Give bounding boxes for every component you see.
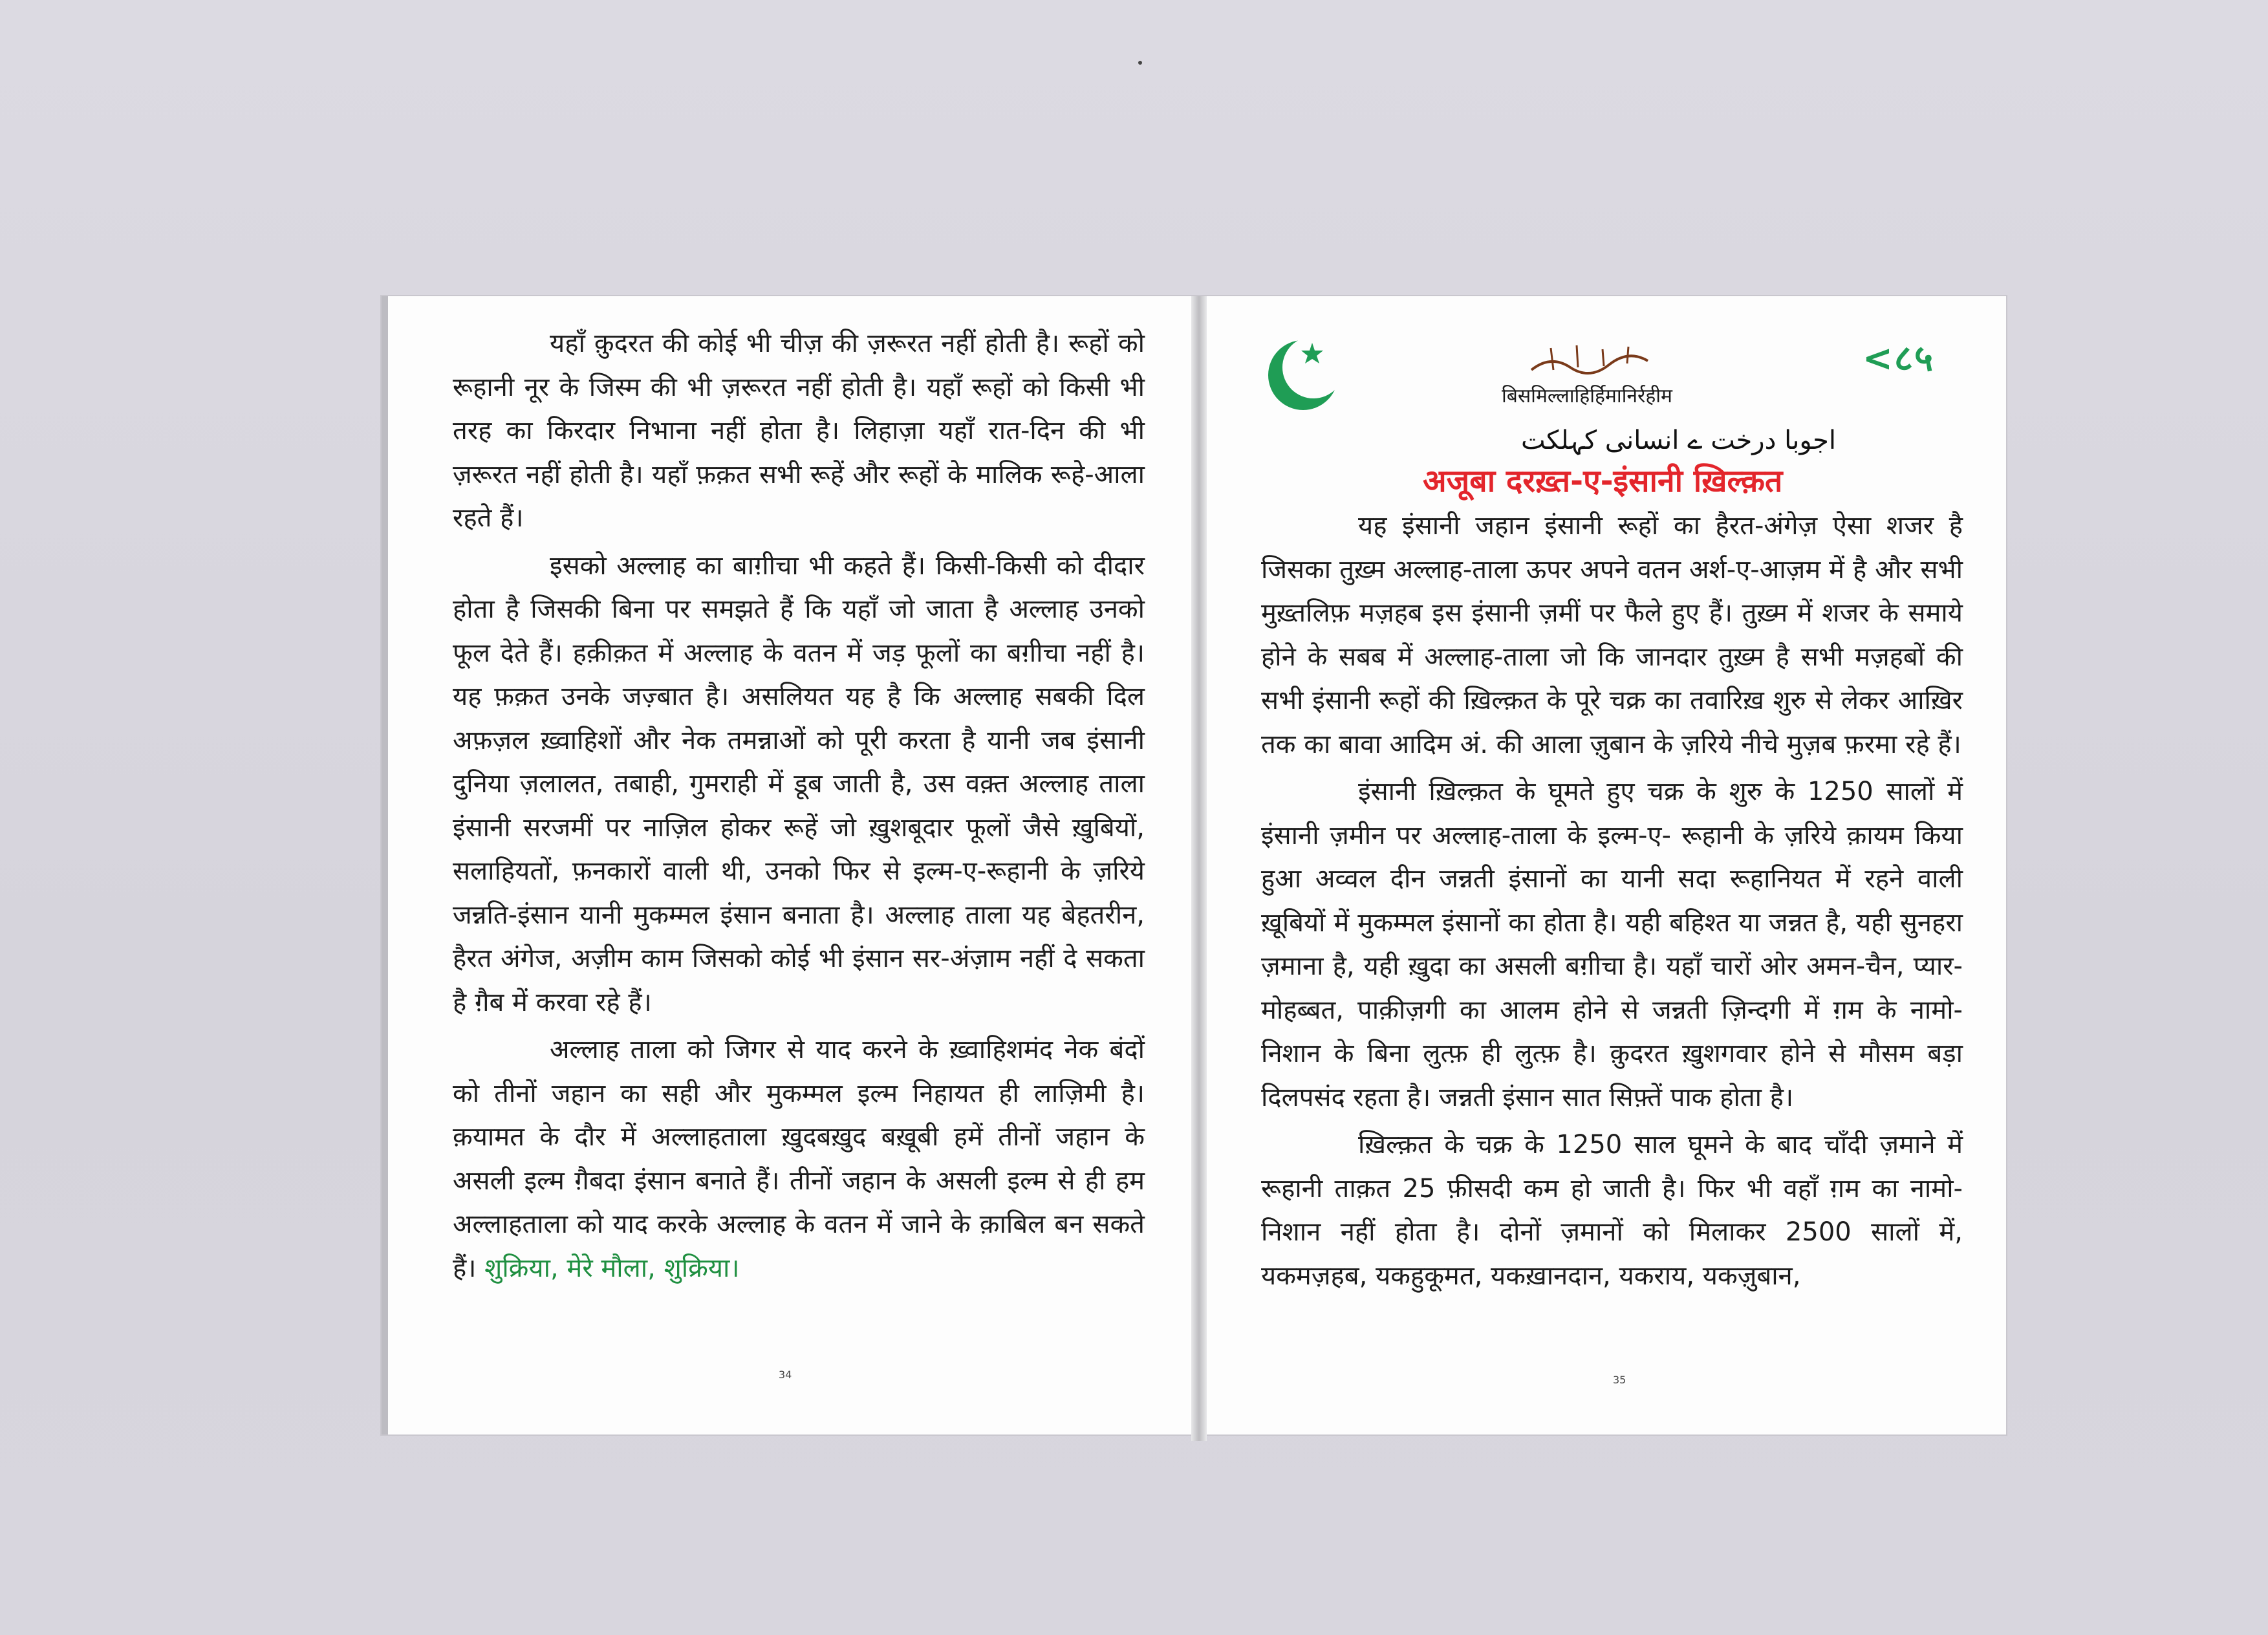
- arabic-calligraphy: [1525, 341, 1654, 379]
- left-paragraph-2: इसको अल्लाह का बाग़ीचा भी कहते हैं। किसी-किसी को दीदार होता है जिसकी बिना पर समझते हैं कि यहाँ जो जाता है अल्लाह उनको फूल देते हैं। हक़ीक़त में अल्लाह के वतन में जड़ फूलों का बग़ीचा नहीं है। यह फ़क़त उनके जज़्बात है। असलियत यह है कि अल्लाह सबकी दिल अफ़ज़ल ख़्वाहिशों और नेक तमन्नाओं को पूरी करता है यानी जब इंसानी दुनिया ज़लालत, तबाही, गुमराही में डूब जाती है, उस वक़्त अल्लाह ताला इंसानी सरजमीं पर नाज़िल होकर रूहें जो ख़ुशबूदार फूलों जैसे ख़ुबियों, सलाहियतों, फ़नकारों वाली थी, उनको फिर से इल्म-ए-रूहानी के ज़रिये जन्नति-इंसान यानी मुकम्मल इंसान बनाता है। अल्लाह ताला यह बेहतरीन, हैरत अंगेज, अज़ीम काम जिसको कोई भी इंसान सर-अंज़ाम नहीं दे सकता है ग़ैब में करवा रहे हैं।: [453, 550, 1145, 1017]
- chapter-title: अजूबा दरख़्त-ए-इंसानी ख़िल्क़त: [1423, 463, 1783, 499]
- crescent-star-icon: [1266, 335, 1343, 413]
- dust-speck: [1138, 61, 1142, 65]
- calligraphy-mark: [1525, 341, 1654, 379]
- urdu-title: اجوبا درخت ے انسانی کہلکت: [1521, 426, 1836, 455]
- page-number-left: 34: [779, 1369, 792, 1381]
- right-paragraph-2: इंसानी ख़िल्क़त के घूमते हुए चक्र के शुरु के 1250 सालों में इंसानी ज़मीन पर अल्लाह-ताला के इल्म-ए- रूहानी के ज़रिये क़ायम किया हुआ अव्वल दीन जन्नती इंसानों का यानी सदा रूहानियत में रहने वाली ख़ूबियों में मुकम्मल इंसानों का होता है। यही बहिश्त या जन्नत है, यही सुनहरा ज़माना है, यही ख़ुदा का असली बग़ीचा है। यहाँ चारों ओर अमन-चैन, प्यार-मोहब्बत, पाक़ीज़गी का आलम होने से जन्नती ज़िन्दगी में ग़म के नामो-निशान के बिना लुत्फ़ ही लुत्फ़ है। क़ुदरत ख़ुशगवार होने से मौसम बड़ा दिलपसंद रहता है। जन्नती इंसान सात सिफ़्तें पाक होता है।: [1261, 777, 1963, 1112]
- left-paragraph-3-text: अल्लाह ताला को जिगर से याद करने के ख़्वाहिशमंद नेक बंदों को तीनों जहान का सही और मुकम्मल इल्म निहायत ही लाज़िमी है। क़यामत के दौर में अल्लाहताला ख़ुदबख़ुद बख़ूबी हमें तीनों जहान के असली इल्म ग़ैबदा इंसान बनाते हैं। तीनों जहान के असली इल्म से ही हम अल्लाहताला को याद करके अल्लाह के वतन में जाने के क़ाबिल बन सकते हैं।: [453, 1035, 1145, 1283]
- right-paragraph-1: यह इंसानी जहान इंसानी रूहों का हैरत-अंगेज़ ऐसा शजर है जिसका तुख़्म अल्लाह-ताला ऊपर अपने वतन अर्श-ए-आज़म में है और सभी मुख़्तलिफ़ मज़हब इस इंसानी ज़मीं पर फैले हुए हैं। तुख़्म में शजर के समाये होने के सबब में अल्लाह-ताला जो कि जानदार तुख़्म है सभी मज़हबों की सभी इंसानी रूहों की ख़िल्क़त के पूरे चक्र का तवारिख़ शुरु से लेकर आख़िर तक का बावा आदिम अं. की आला ज़ुबान के ज़रिये नीचे मुज़ब फ़रमा रहे हैं।: [1261, 511, 1963, 759]
- closing-line: शुक्रिया, मेरे मौला, शुक्रिया।: [484, 1253, 740, 1283]
- page-code: <८५: [1863, 338, 1935, 380]
- right-paragraph-3: ख़िल्क़त के चक्र के 1250 साल घूमने के बाद चाँदी ज़माने में रूहानी ताक़त 25 फ़ीसदी कम हो जाती है। फिर भी वहाँ ग़म का नामो-निशान नहीं होता है। दोनों ज़मानों को मिलाकर 2500 सालों में, यकमज़हब, यकहुकूमत, यकख़ानदान, यकराय, यकज़ुबान,: [1261, 1130, 1963, 1291]
- right-page-body: [1261, 504, 1963, 1302]
- book-gutter: [1191, 296, 1207, 1441]
- bismillah-text: बिसमिल्लाहिर्हिमानिर्रहीम: [1502, 385, 1672, 407]
- page-number-right: 35: [1613, 1374, 1626, 1386]
- left-paragraph-3: [453, 1028, 1145, 1290]
- left-paragraph-1: यहाँ क़ुदरत की कोई भी चीज़ की ज़रूरत नहीं होती है। रूहों को रूहानी नूर के जिस्म की भी ज़रूरत नहीं होती है। यहाँ रूहों को किसी भी तरह का किरदार निभाना नहीं होता है। लिहाज़ा यहाँ रात-दिन की भी ज़रूरत नहीं होती है। यहाँ फ़क़त सभी रूहें और रूहों के मालिक रूहे-आला रहते हैं।: [453, 329, 1145, 533]
- left-page-body: [453, 322, 1145, 1294]
